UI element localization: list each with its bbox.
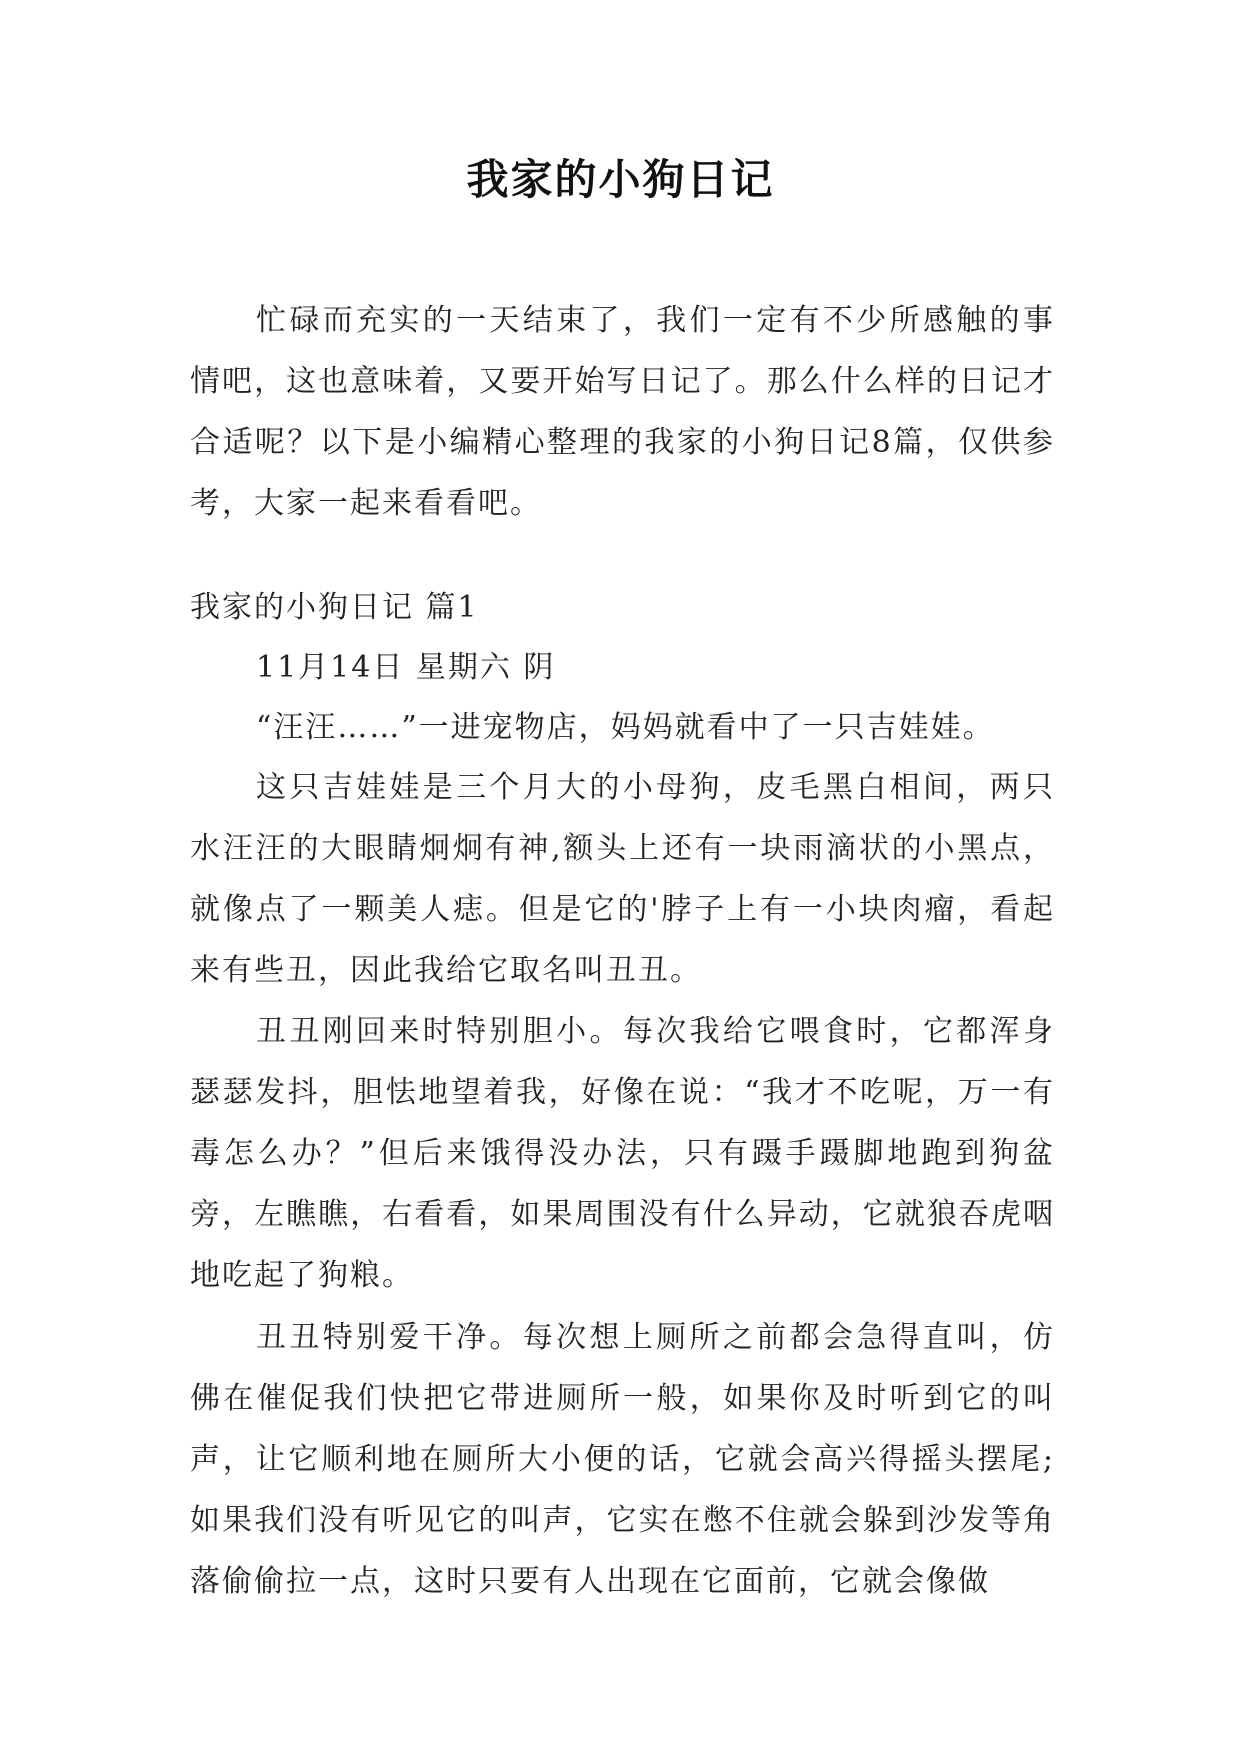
body-paragraph: “汪汪……”一进宠物店，妈妈就看中了一只吉娃娃。 — [256, 710, 995, 745]
document-title: 我家的小狗日记 — [466, 155, 775, 204]
intro-paragraph: 忙碌而充实的一天结束了，我们一定有不少所感触的事情吧，这也意味着，又要开始写日记了。那么什么样的日记才合适呢？以下是小编精心整理的我家的小狗日记8篇，仅供参考，大家一起来看看吧。 — [190, 303, 1055, 521]
body-paragraph: 这只吉娃娃是三个月大的小母狗，皮毛黑白相间，两只水汪汪的大眼睛炯炯有神,额头上还有一块雨滴状的小黑点，就像点了一颗美人痣。但是它的'脖子上有一小块肉瘤，看起来有些丑，因此我给它取名叫丑丑。 — [190, 770, 1055, 988]
body-paragraph: 丑丑特别爱干净。每次想上厕所之前都会急得直叫，仿佛在催促我们快把它带进厕所一般，如果你及时听到它的叫声，让它顺利地在厕所大小便的话，它就会高兴得摇头摆尾;如果我们没有听见它的叫声，它实在憋不住就会躲到沙发等角落偷偷拉一点，这时只要有人出现在它面前，它就会像做 — [190, 1320, 1055, 1599]
section-heading: 我家的小狗日记 篇1 — [190, 590, 479, 625]
entry-date: 11月14日 星期六 阴 — [256, 650, 556, 685]
body-paragraph: 丑丑刚回来时特别胆小。每次我给它喂食时，它都浑身瑟瑟发抖，胆怯地望着我，好像在说：“我才不吃呢，万一有毒怎么办？”但后来饿得没办法，只有蹑手蹑脚地跑到狗盆旁，左瞧瞧，右看看，如果周围没有什么异动，它就狼吞虎咽地吃起了狗粮。 — [190, 1014, 1055, 1293]
